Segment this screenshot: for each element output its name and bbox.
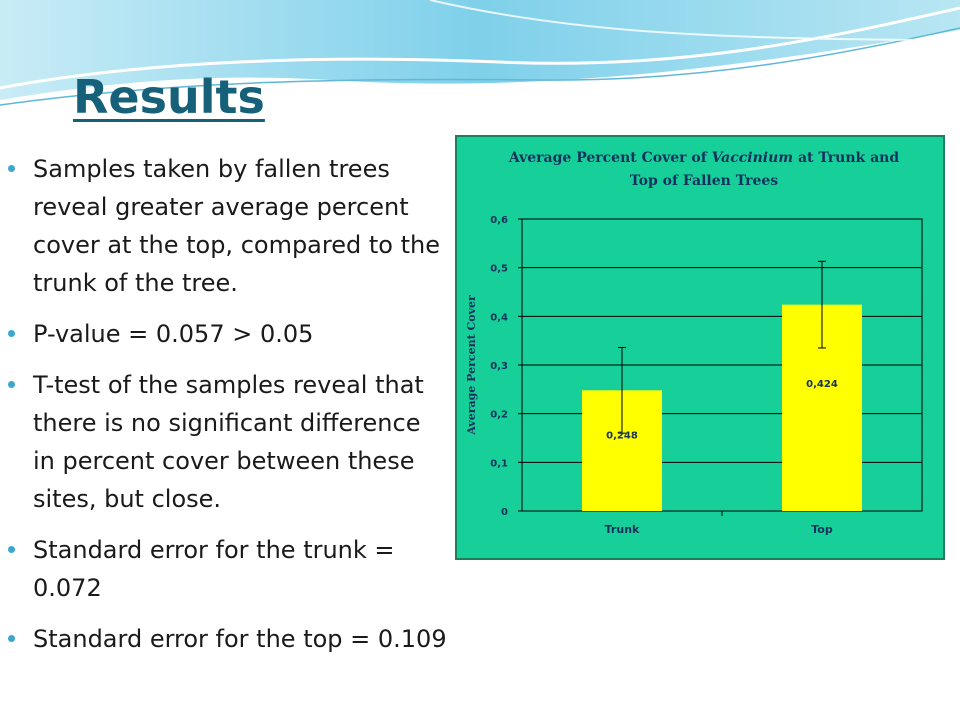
- bullet-text: P-value = 0.057 > 0.05: [33, 320, 314, 348]
- y-tick-label: 0,5: [490, 263, 508, 275]
- bullet-text: T-test of the samples reveal that there is no significant difference in percent cover between these sites, but close.: [33, 371, 424, 513]
- x-category-label: Trunk: [604, 523, 640, 536]
- bullet-icon: [8, 330, 15, 337]
- chart-title-line-2: Top of Fallen Trees: [629, 173, 779, 189]
- list-item: [8, 315, 448, 353]
- x-category-label: Top: [811, 523, 833, 536]
- bars: [582, 305, 862, 511]
- bullet-icon: [8, 165, 15, 172]
- x-axis-categories: [605, 523, 833, 536]
- y-tick-label: 0,6: [490, 215, 508, 226]
- list-item: [8, 620, 448, 658]
- bullet-icon: [8, 381, 15, 388]
- bullet-icon: [8, 546, 15, 553]
- data-label: 0,424: [806, 379, 838, 391]
- bullet-text: Samples taken by fallen trees reveal greater average percent cover at the top, compared to the trunk of the tree.: [33, 155, 440, 297]
- y-tick-label: 0: [501, 507, 508, 518]
- bullet-text: Standard error for the top = 0.109: [33, 625, 447, 653]
- chart-title-line-1: Average Percent Cover of Vaccinium at Trunk and: [508, 150, 900, 166]
- y-axis-label: Average Percent Cover: [465, 295, 478, 435]
- bullet-icon: [8, 635, 15, 642]
- bullet-text: Standard error for the trunk = 0.072: [33, 536, 395, 602]
- bar-chart: [457, 137, 943, 558]
- y-tick-label: 0,2: [490, 409, 508, 421]
- chart-container: [455, 135, 945, 560]
- y-axis-ticks: [490, 215, 508, 518]
- list-item: [8, 150, 448, 302]
- data-label: 0,248: [606, 430, 638, 442]
- y-tick-label: 0,4: [490, 312, 508, 324]
- bullet-list: [8, 150, 448, 671]
- y-tick-label: 0,1: [490, 458, 508, 470]
- page-title: Results: [73, 70, 265, 124]
- y-tick-label: 0,3: [490, 361, 508, 372]
- list-item: [8, 366, 448, 518]
- list-item: [8, 531, 448, 607]
